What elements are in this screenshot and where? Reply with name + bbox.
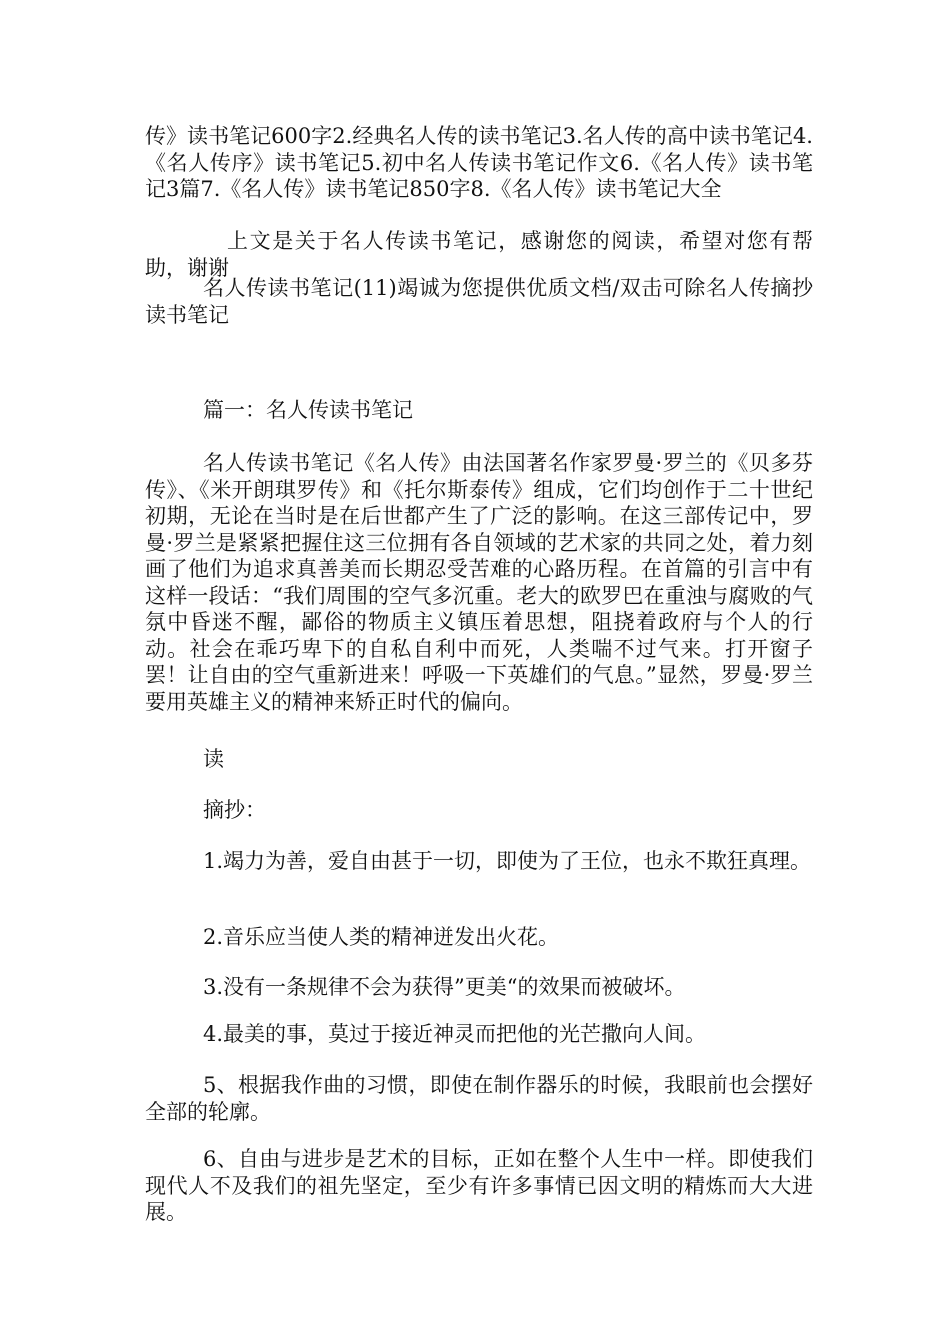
quote-item: 4.最美的事，莫过于接近神灵而把他的光芒撒向人间。 — [203, 1022, 707, 1046]
body-paragraph: 名人传读书笔记《名人传》由法国著名作家罗曼·罗兰的《贝多芬传》、《米开朗琪罗传》和《托尔斯泰传》组成，它们均创作于二十世纪初期，无论在当时是在后世都产生了广泛的影响。在这三部传记中，罗曼·罗兰是紧紧把握住这三位拥有各自领域的艺术家的共同之处，着力刻画了他们为追求真善美而长期忍受苦难的心路历程。在首篇的引言中有这样一段话：“我们周围的空气多沉重。老大的欧罗巴在重浊与腐败的气氛中昏迷不醒，鄙俗的物质主义镇压着思想，阻挠着政府与个人的行动。社会在乖巧卑下的自私自利中而死，人类喘不过气来。打开窗子罢！让自由的空气重新进来！呼吸一下英雄们的气息。”显然，罗曼·罗兰要用英雄主义的精神来矫正时代的偏向。 — [145, 451, 813, 714]
quote-item: 2.音乐应当使人类的精神迸发出火花。 — [203, 925, 560, 949]
excerpt-label: 摘抄： — [203, 798, 266, 822]
quote-item: 6、自由与进步是艺术的目标，正如在整个人生中一样。即使我们现代人不及我们的祖先坚定，至少有许多事情已因文明的精炼而大大进展。 — [145, 1147, 813, 1224]
thanks-paragraph: 上文是关于名人传读书笔记，感谢您的阅读，希望对您有帮助，谢谢 — [145, 229, 813, 280]
document-notice: 名人传读书笔记(11)竭诚为您提供优质文档/双击可除名人传摘抄读书笔记 — [145, 276, 813, 327]
quote-item: 5、根据我作曲的习惯，即使在制作器乐的时候，我眼前也会摆好全部的轮廓。 — [145, 1073, 813, 1124]
section-title: 篇一：名人传读书笔记 — [203, 398, 413, 422]
quote-item: 1.竭力为善，爱自由甚于一切，即使为了王位，也永不欺狂真理。 — [203, 849, 812, 873]
quote-item: 3.没有一条规律不会为获得”更美“的效果而被破坏。 — [203, 975, 686, 999]
read-label: 读 — [203, 747, 224, 771]
related-articles-list: 传》读书笔记600字2.经典名人传的读书笔记3.名人传的高中读书笔记4.《名人传序》读书笔记5.初中名人传读书笔记作文6.《名人传》读书笔记3篇7.《名人传》读书笔记850字8.《名人传》读书笔记大全 — [145, 124, 813, 201]
